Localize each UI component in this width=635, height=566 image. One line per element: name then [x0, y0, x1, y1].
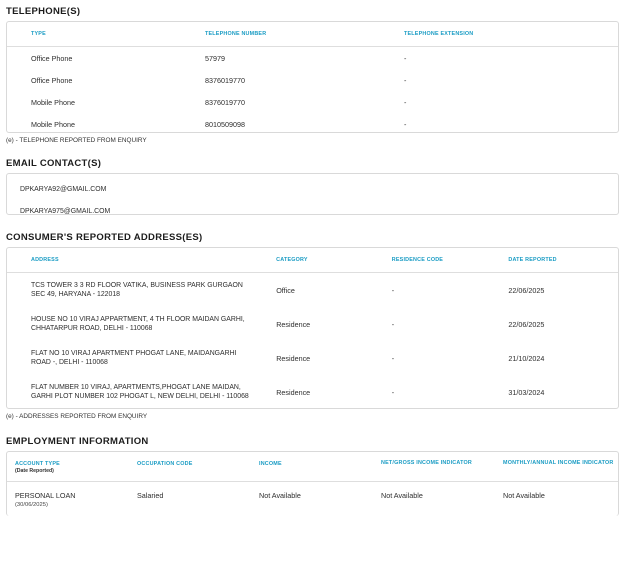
header-type: TYPE: [31, 31, 46, 37]
address-text: FLAT NO 10 VIRAJ APARTMENT PHOGAT LANE, MAIDANGARHI ROAD -, DELHI - 110068: [31, 350, 237, 366]
header-account-type: [7, 461, 129, 474]
address-text: HOUSE NO 10 VIRAJ APPARTMENT, 4 TH FLOOR MAIDAN GARHI, CHHATARPUR ROAD, DELHI - 110068: [31, 316, 245, 332]
address-text: FLAT NUMBER 10 VIRAJ, APARTMENTS,PHOGAT LANE MAIDAN, GARHI PLOT NUMBER 102 PHOGAT L, NEW DELHI, DELHI - 110068: [31, 384, 249, 400]
header-occupation-code: OCCUPATION CODE: [137, 461, 193, 467]
address-residence-code: -: [391, 319, 395, 329]
address-date: 31/03/2024: [508, 387, 545, 397]
phone-number: 8010509098: [205, 119, 245, 129]
header-account-type-label: ACCOUNT TYPE: [15, 461, 60, 467]
address-residence-code: -: [391, 285, 395, 295]
phone-type: Office Phone: [31, 53, 73, 63]
occupation-code: Salaried: [137, 491, 164, 500]
address-table: [6, 247, 619, 409]
telephone-section-title: TELEPHONE(S): [6, 6, 81, 17]
phone-number: 57979: [205, 53, 225, 63]
address-category: Residence: [276, 353, 311, 363]
employment-section-title: EMPLOYMENT INFORMATION: [6, 436, 149, 447]
phone-number: 8376019770: [205, 75, 245, 85]
header-telephone-number: TELEPHONE NUMBER: [205, 31, 267, 37]
table-row: [7, 47, 618, 69]
address-residence-code: -: [391, 353, 395, 363]
telephone-table: [6, 21, 619, 133]
header-residence-code: RESIDENCE CODE: [391, 257, 444, 263]
table-row: [7, 375, 618, 409]
table-row: [7, 91, 618, 113]
table-row: [7, 113, 618, 135]
income: Not Available: [259, 491, 301, 500]
phone-number: 8376019770: [205, 97, 245, 107]
phone-extension: -: [404, 75, 407, 85]
address-note: (e) - ADDRESSES REPORTED FROM ENQUIRY: [6, 413, 148, 420]
phone-extension: -: [404, 53, 407, 63]
address-date: 22/06/2025: [508, 319, 545, 329]
table-row: [7, 482, 618, 508]
monthly-annual-income-indicator: Not Available: [503, 491, 545, 500]
table-row: [7, 273, 618, 307]
telephone-table-header: [7, 22, 618, 47]
address-category: Residence: [276, 319, 311, 329]
header-address: ADDRESS: [31, 257, 59, 263]
email-list: [6, 173, 619, 215]
header-monthly-annual-income-indicator: MONTHLY/ANNUAL INCOME INDICATOR: [503, 460, 614, 466]
header-telephone-extension: TELEPHONE EXTENSION: [404, 31, 474, 37]
header-category: CATEGORY: [276, 257, 308, 263]
table-row: [7, 69, 618, 91]
header-date-reported: DATE REPORTED: [508, 257, 557, 263]
address-date: 21/10/2024: [508, 353, 545, 363]
address-residence-code: -: [391, 387, 395, 397]
table-row: [7, 341, 618, 375]
table-row: [7, 307, 618, 341]
telephone-note: (e) - TELEPHONE REPORTED FROM ENQUIRY: [6, 137, 147, 144]
header-income: INCOME: [259, 461, 282, 467]
address-table-header: [7, 248, 618, 273]
list-item: DPKARYA975@GMAIL.COM: [20, 207, 111, 215]
email-section-title: EMAIL CONTACT(S): [6, 158, 102, 169]
employment-table-header: [7, 452, 618, 482]
address-section-title: CONSUMER'S REPORTED ADDRESS(ES): [6, 232, 203, 243]
header-date-reported-sub: (Date Reported): [15, 468, 54, 474]
employment-table: [6, 451, 619, 516]
account-type-cell: [7, 491, 129, 508]
date-reported: (30/06/2025): [15, 502, 48, 508]
phone-extension: -: [404, 97, 407, 107]
net-gross-income-indicator: Not Available: [381, 491, 423, 500]
address-category: Residence: [276, 387, 311, 397]
phone-extension: -: [404, 119, 407, 129]
address-category: Office: [276, 285, 295, 295]
phone-type: Mobile Phone: [31, 97, 75, 107]
address-text: TCS TOWER 3 3 RD FLOOR VATIKA, BUSINESS PARK GURGAON SEC 49, HARYANA - 122018: [31, 282, 243, 298]
list-item: DPKARYA92@GMAIL.COM: [20, 185, 107, 193]
account-type: PERSONAL LOAN: [15, 491, 76, 500]
phone-type: Office Phone: [31, 75, 73, 85]
address-date: 22/06/2025: [508, 285, 545, 295]
header-net-gross-income-indicator: NET/GROSS INCOME INDICATOR: [381, 460, 472, 466]
phone-type: Mobile Phone: [31, 119, 75, 129]
